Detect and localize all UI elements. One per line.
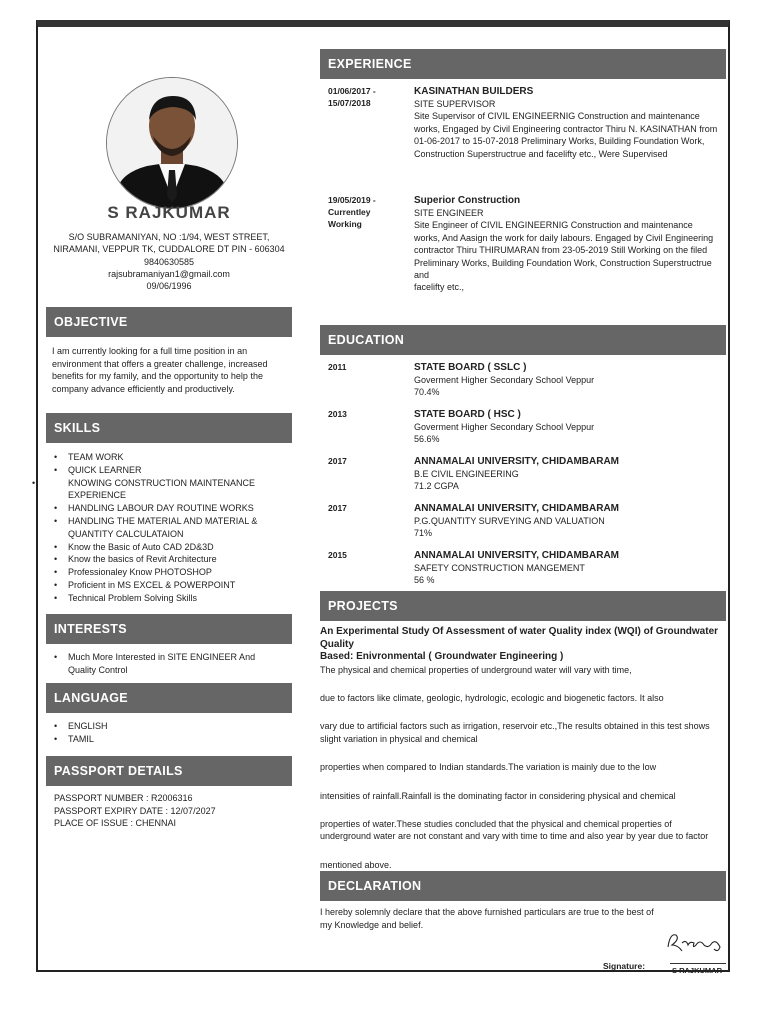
date-text: Working <box>328 219 362 229</box>
job-description: Preliminary Works, Building Foundation Work, Construction Superstructrue and <box>414 257 712 281</box>
project-paragraph: properties of water.These studies concluded that the physical and chemical properties of underground water are not constant and vary with time to time and also year by year due to factor <box>320 818 709 842</box>
education-year: 2017 <box>328 503 347 513</box>
passport-heading: PASSPORT DETAILS <box>46 756 292 786</box>
date-of-birth: 09/06/1996 <box>146 281 192 292</box>
company-name: KASINATHAN BUILDERS <box>414 86 534 97</box>
signature-line <box>670 963 726 964</box>
list-item: • TAMIL <box>68 733 268 746</box>
education-detail: Goverment Higher Secondary School Veppur <box>414 422 595 432</box>
education-score: 71% <box>414 528 433 539</box>
education-year: 2011 <box>328 362 347 372</box>
project-paragraph: due to factors like climate, geologic, hydrologic, ecologic and biogenetic factors. It also <box>320 692 664 703</box>
list-item: • KNOWING CONSTRUCTION MAINTENANCE EXPERIENCE <box>46 477 268 503</box>
education-score: 56 % <box>414 575 435 586</box>
education-score: 70.4% <box>414 387 440 398</box>
language-list <box>46 720 268 745</box>
project-block <box>320 626 720 871</box>
date-text: 15/07/2018 <box>328 98 371 108</box>
date-text: 19/05/2019 - <box>328 195 376 205</box>
job-description: contractor Thiru THIRUMARAN from 23-05-2019 Still Working on the filed <box>414 245 708 256</box>
education-score: 71.2 CGPA <box>414 481 459 492</box>
skills-list <box>46 451 268 605</box>
signature-name: S RAJKUMAR <box>672 966 723 975</box>
project-paragraph: mentioned above. <box>320 859 392 870</box>
education-body <box>414 361 720 399</box>
address-line: NIRAMANI, VEPPUR TK, CUDDALORE DT PIN - 606304 <box>53 244 285 255</box>
interests-list <box>46 651 276 676</box>
job-role: SITE SUPERVISOR <box>414 99 496 109</box>
education-score: 56.6% <box>414 434 440 445</box>
list-item: • HANDLING THE MATERIAL AND MATERIAL & QUANTITY CALCULATAION <box>68 515 268 541</box>
list-item: • Know the Basic of Auto CAD 2D&3D <box>68 541 268 554</box>
project-subtitle: Based: Enivronmental ( Groundwater Engineering ) <box>320 651 564 662</box>
list-item: • ENGLISH <box>68 720 268 733</box>
date-text: 01/06/2017 - <box>328 86 376 96</box>
education-title: STATE BOARD ( SSLC ) <box>414 362 527 373</box>
project-paragraph: The physical and chemical properties of underground water will vary with time, <box>320 664 632 675</box>
interests-heading: INTERESTS <box>46 614 292 644</box>
signature-label: Signature: <box>603 961 646 971</box>
education-detail: B.E CIVIL ENGINEERING <box>414 469 519 479</box>
project-paragraph: vary due to artificial factors such as irrigation, reservoir etc.,The results obtained in this test shows slight variation in physical and chemical <box>320 721 710 744</box>
profile-photo <box>106 77 238 209</box>
education-title: ANNAMALAI UNIVERSITY, CHIDAMBARAM <box>414 503 619 514</box>
email-address: rajsubramaniyan1@gmail.com <box>108 268 230 279</box>
education-title: STATE BOARD ( HSC ) <box>414 409 521 420</box>
candidate-name: S RAJKUMAR <box>107 203 231 222</box>
objective-heading: OBJECTIVE <box>46 307 292 337</box>
passport-expiry: PASSPORT EXPIRY DATE : 12/07/2027 <box>54 805 216 816</box>
education-body <box>414 408 720 446</box>
project-paragraph: intensities of rainfall.Rainfall is the dominating factor in considering physical and chemical <box>320 790 676 801</box>
project-paragraph: properties when compared to Indian standards.The variation is mainly due to the low <box>320 762 657 773</box>
skills-heading: SKILLS <box>46 413 292 443</box>
list-item: • Technical Problem Solving Skills <box>68 592 268 605</box>
list-item: • TEAM WORK <box>68 451 268 464</box>
signature-image <box>660 925 730 959</box>
education-heading: EDUCATION <box>320 325 726 355</box>
contact-block <box>46 231 292 292</box>
company-name: Superior Construction <box>414 195 521 206</box>
education-body <box>414 502 720 540</box>
language-heading: LANGUAGE <box>46 683 292 713</box>
education-year: 2015 <box>328 550 347 560</box>
declaration-text: I hereby solemnly declare that the above furnished particulars are true to the best of my Knowledge and belief. <box>320 907 654 930</box>
list-item: • Professionaley Know PHOTOSHOP <box>68 566 268 579</box>
education-detail: SAFETY CONSTRUCTION MANGEMENT <box>414 563 585 573</box>
education-detail: Goverment Higher Secondary School Veppur <box>414 375 595 385</box>
list-item: • Know the basics of Revit Architecture <box>68 553 268 566</box>
experience-date <box>328 85 408 109</box>
education-title: ANNAMALAI UNIVERSITY, CHIDAMBARAM <box>414 456 619 467</box>
date-text: Currentley <box>328 207 371 217</box>
objective-text: I am currently looking for a full time position in an environment that offers a greater challenge, increased benefits for my family, and the opportunity to help the company advance efficiently and productively. <box>52 346 268 394</box>
phone-number: 9840630585 <box>143 256 195 267</box>
education-detail: P.G.QUANTITY SURVEYING AND VALUATION <box>414 516 605 526</box>
passport-place: PLACE OF ISSUE : CHENNAI <box>54 818 177 828</box>
job-description: Construction Superstructrue and facelifty etc., Were Supervised <box>414 148 668 159</box>
address-line: S/O SUBRAMANIYAN, NO :1/94, WEST STREET, <box>68 232 270 242</box>
education-title: ANNAMALAI UNIVERSITY, CHIDAMBARAM <box>414 550 619 561</box>
passport-number: PASSPORT NUMBER : R2006316 <box>54 793 193 803</box>
project-title: An Experimental Study Of Assessment of water Quality index (WQI) of Groundwater Quality <box>320 626 719 650</box>
list-item: • QUICK LEARNER <box>68 464 268 477</box>
resume-page <box>36 20 730 975</box>
list-item: • Much More Interested in SITE ENGINEER And Quality Control <box>68 651 276 676</box>
job-role: SITE ENGINEER <box>414 208 484 218</box>
declaration-heading: DECLARATION <box>320 871 726 901</box>
job-description: Site Supervisor of CIVIL ENGINEERNIG Construction and maintenance works, Engaged by Civil Engineering contractor Thiru N. KASINATHAN from <box>414 111 718 134</box>
job-description: 01-06-2017 to 15-07-2018 Preliminary Works, Building Foundation Work, <box>414 136 705 147</box>
education-body <box>414 455 720 493</box>
passport-details <box>54 792 284 830</box>
list-item: • Proficient in MS EXCEL & POWERPOINT <box>68 579 268 592</box>
education-body <box>414 549 720 587</box>
experience-date <box>328 194 408 230</box>
experience-heading: EXPERIENCE <box>320 49 726 79</box>
projects-heading: PROJECTS <box>320 591 726 621</box>
education-year: 2013 <box>328 409 347 419</box>
education-year: 2017 <box>328 456 347 466</box>
experience-body <box>414 85 720 160</box>
job-description: Site Engineer of CIVIL ENGINEERNIG Construction and maintenance works, And Aasign the work for daily labours. Engaged by Civil Engineering <box>414 220 714 243</box>
experience-body <box>414 194 720 294</box>
job-description: facelifty etc., <box>414 282 465 293</box>
list-item: • HANDLING LABOUR DAY ROUTINE WORKS <box>68 502 268 515</box>
